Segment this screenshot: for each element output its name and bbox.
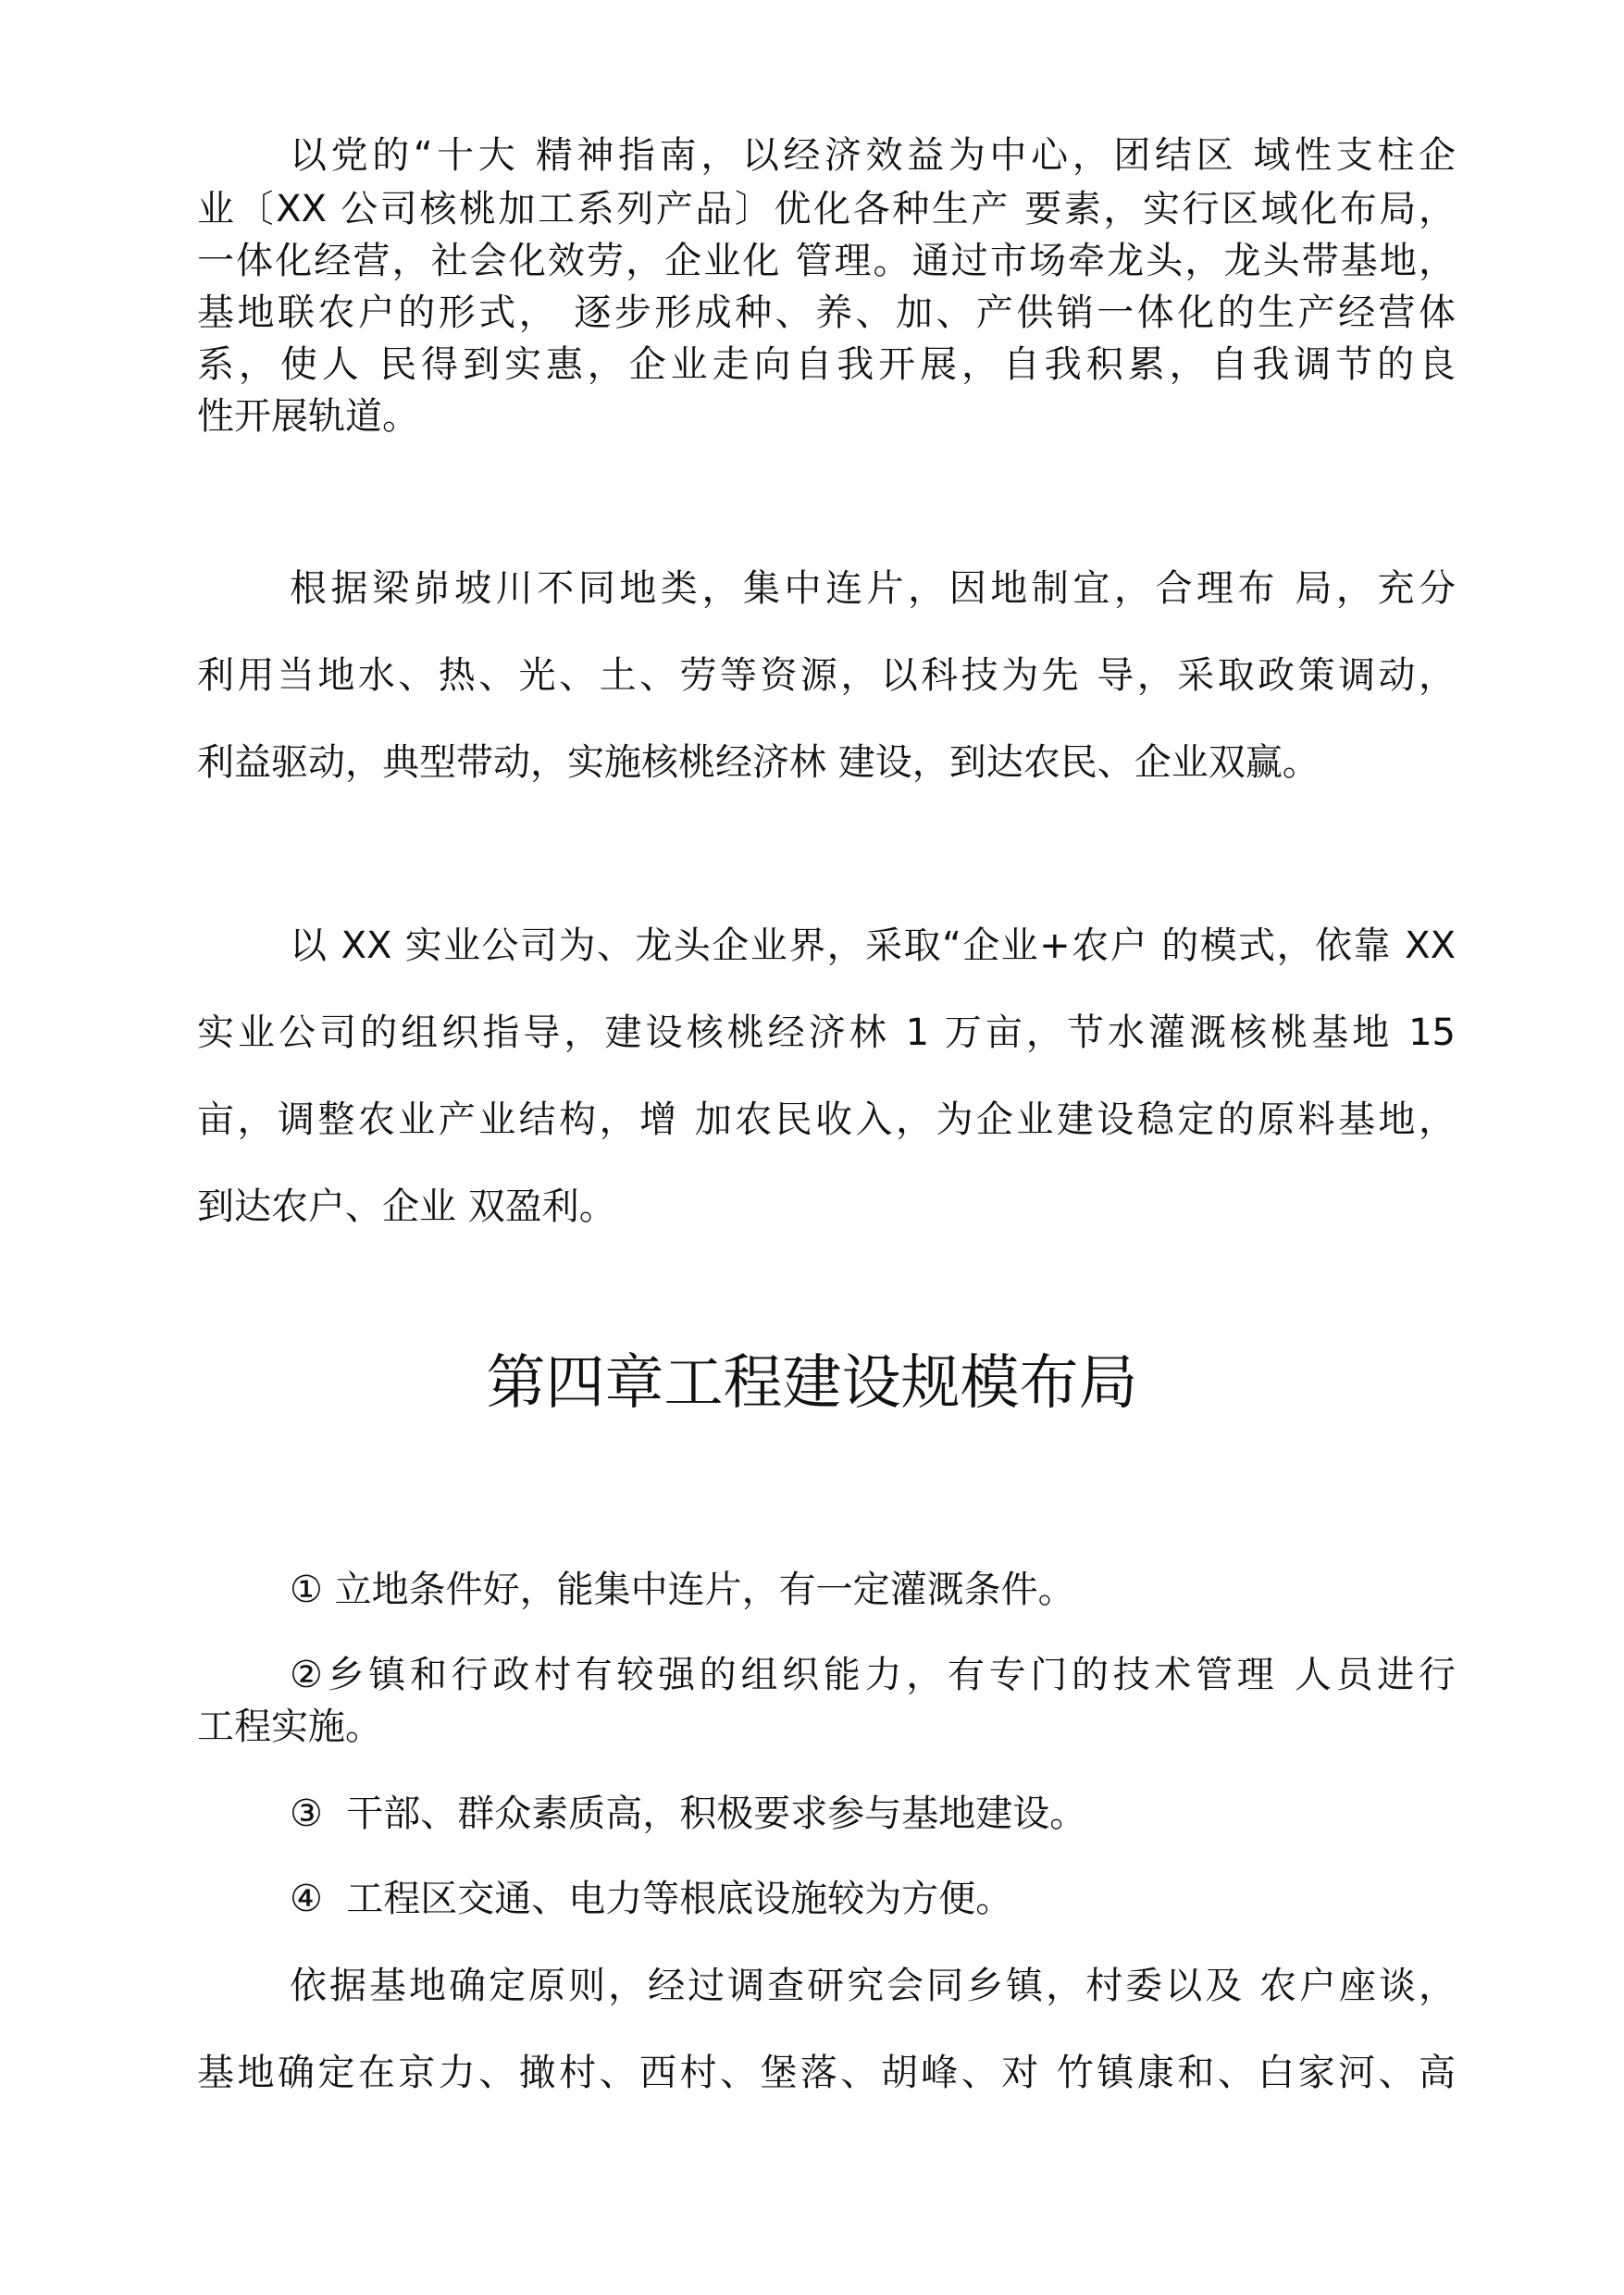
paragraph-1-line-3: 一体化经营，社会化效劳，企业化 管理。通过市场牵龙头，龙头带基地， (197, 240, 1456, 282)
paragraph-3-line-4: 到达农户、企业 双盈利。 (197, 1185, 616, 1228)
paragraph-3-line-2: 实业公司的组织指导，建设核桃经济林 1 万亩，节水灌溉核桃基地 15 (197, 1011, 1456, 1054)
criteria-item-2-line-2: 工程实施。 (197, 1706, 382, 1748)
criteria-item-3: ③ 干部、群众素质高，积极要求参与基地建设。 (290, 1793, 1087, 1835)
chapter-title: 第四章工程建设规模布局 (486, 1349, 1138, 1418)
paragraph-1-line-6: 性开展轨道。 (197, 395, 419, 438)
criteria-item-1: ① 立地条件好，能集中连片，有一定灌溉条件。 (290, 1569, 1075, 1611)
paragraph-1-line-2: 业〔XX 公司核桃加工系列产品〕优化各种生产 要素，实行区域化布局， (197, 188, 1456, 230)
paragraph-2-line-2: 利用当地水、热、光、土、劳等资源，以科技为先 导，采取政策调动， (197, 654, 1456, 697)
paragraph-1-line-4: 基地联农户的形式， 逐步形成种、养、加、产供销一体化的生产经营体 (197, 292, 1456, 334)
paragraph-3-line-1: 以 XX 实业公司为、龙头企业界，采取“企业+农户 的模式，依靠 XX (290, 924, 1456, 967)
criteria-item-4: ④ 工程区交通、电力等根底设施较为方便。 (290, 1878, 1013, 1920)
paragraph-1-line-5: 系，使人 民得到实惠，企业走向自我开展，自我积累，自我调节的良 (197, 343, 1456, 386)
paragraph-3-line-3: 亩，调整农业产业结构，增 加农民收入，为企业建设稳定的原料基地， (197, 1098, 1456, 1141)
paragraph-4-line-1: 依据基地确定原则，经过调查研究会同乡镇，村委以及 农户座谈， (290, 1965, 1456, 2007)
paragraph-2-line-3: 利益驱动，典型带动，实施核桃经济林 建设，到达农民、企业双赢。 (197, 741, 1320, 784)
criteria-item-2-line-1: ②乡镇和行政村有较强的组织能力，有专门的技术管理 人员进行 (290, 1654, 1456, 1696)
paragraph-1-line-1: 以党的“十大 精神指南，以经济效益为中心，团结区 域性支柱企 (290, 134, 1456, 177)
paragraph-2-line-1: 根据梁峁坡川不同地类，集中连片，因地制宜，合理布 局，充分 (290, 567, 1456, 610)
paragraph-4-line-2: 基地确定在京力、撖村、西村、堡落、胡峰、对 竹镇康和、白家河、高 (197, 2052, 1456, 2094)
